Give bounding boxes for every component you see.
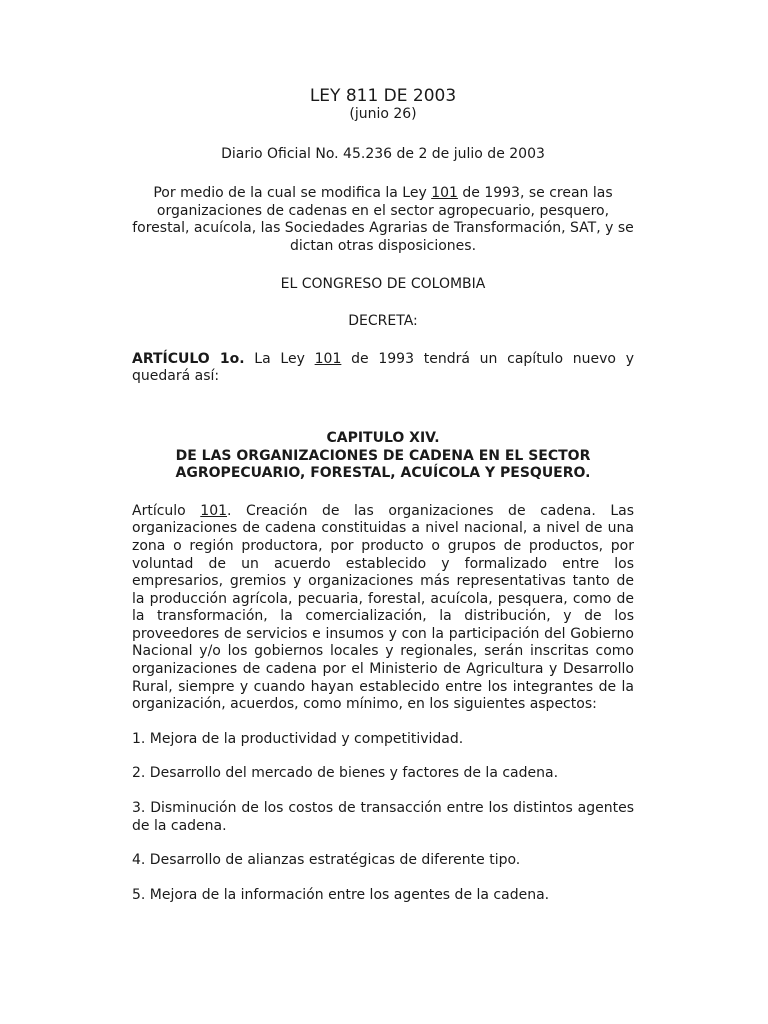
list-item: 1. Mejora de la productividad y competitividad. bbox=[132, 730, 464, 747]
article-101-text-before: Artículo bbox=[132, 502, 201, 519]
law-title: LEY 811 DE 2003 bbox=[309, 86, 457, 106]
summary-text-after: de 1993, se crean las organizaciones de cadenas en el sector agropecuario, pesquero, forestal, acuícola, las Sociedades Agrarias de Transformación, SAT, y se dictan otras disposiciones. bbox=[132, 185, 634, 254]
aspects-list bbox=[132, 731, 634, 905]
congress-heading: EL CONGRESO DE COLOMBIA bbox=[280, 275, 486, 292]
ley-101-link[interactable]: 101 bbox=[314, 350, 342, 367]
law-summary bbox=[132, 185, 634, 255]
ley-101-link[interactable]: 101 bbox=[431, 185, 458, 202]
article-101-text-after: . Creación de las organizaciones de cadena. Las organizaciones de cadena constituidas a nivel nacional, a nivel de una zona o región productora, por producto o grupos de productos, por voluntad de un acuerdo establecido y formalizado entre los empresarios, gremios y organizaciones más representativas tanto de la producción agrícola, pecuaria, forestal, acuícola, pesquera, como de la transformación, la comercialización, la distribución, y de los proveedores de servicios e insumos y con la participación del Gobierno Nacional y/o los gobiernos locales y regionales, serán inscritas como organizaciones de cadena por el Ministerio de Agricultura y Desarrollo Rural, siempre y cuando hayan establecido entre los integrantes de la organización, acuerdos, como mínimo, en los siguientes aspectos: bbox=[132, 502, 634, 713]
article-1-text-before: La Ley bbox=[244, 350, 315, 367]
chapter-heading bbox=[132, 430, 634, 483]
chapter-title: DE LAS ORGANIZACIONES DE CADENA EN EL SECTOR AGROPECUARIO, FORESTAL, ACUÍCOLA Y PESQUERO. bbox=[175, 447, 591, 482]
gazette-reference: Diario Oficial No. 45.236 de 2 de julio de 2003 bbox=[221, 145, 545, 162]
decreta-heading: DECRETA: bbox=[348, 313, 418, 330]
article-101-paragraph bbox=[132, 503, 634, 714]
list-item: 5. Mejora de la información entre los agentes de la cadena. bbox=[132, 886, 550, 903]
list-item: 4. Desarrollo de alianzas estratégicas de diferente tipo. bbox=[132, 852, 521, 869]
summary-text-before: Por medio de la cual se modifica la Ley bbox=[153, 185, 432, 202]
article-1-heading: ARTÍCULO 1o. bbox=[132, 350, 245, 367]
law-date: (junio 26) bbox=[349, 106, 417, 122]
document-page bbox=[132, 86, 634, 904]
list-item: 3. Disminución de los costos de transacción entre los distintos agentes de la cadena. bbox=[132, 800, 634, 834]
list-item: 2. Desarrollo del mercado de bienes y factores de la cadena. bbox=[132, 765, 559, 782]
article-1-paragraph bbox=[132, 351, 634, 386]
article-1-text-after: de 1993 tendrá un capítulo nuevo y quedará así: bbox=[132, 350, 634, 385]
article-101-link[interactable]: 101 bbox=[200, 502, 228, 519]
chapter-number: CAPITULO XIV. bbox=[326, 429, 440, 446]
